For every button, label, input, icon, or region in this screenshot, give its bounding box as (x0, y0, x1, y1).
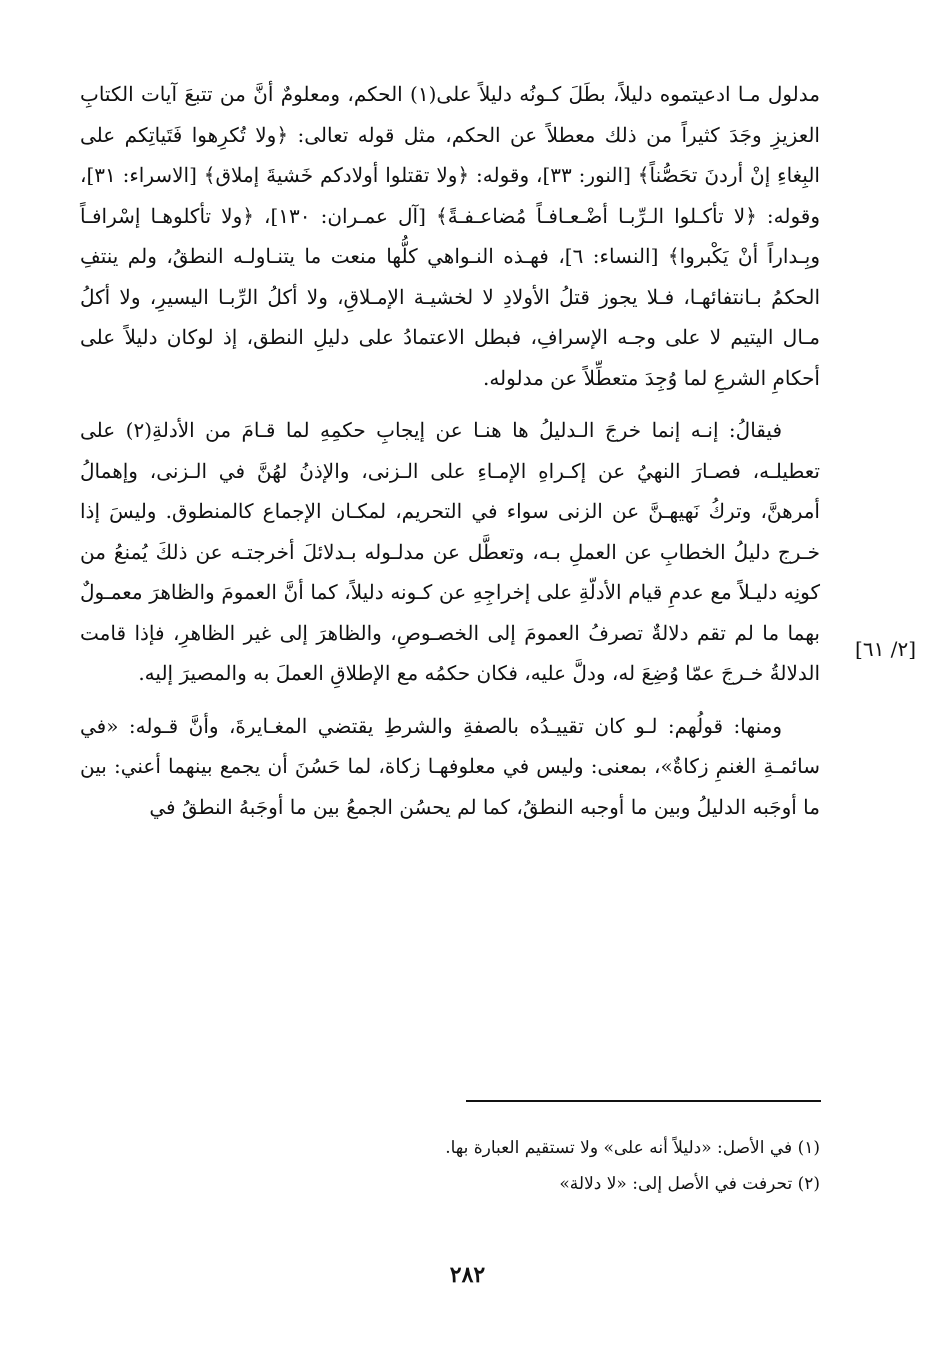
main-text (80, 74, 820, 827)
paragraph-2: فيقالُ: إنـه إنما خرجَ الـدليلُ ها هنـا عن إيجابِ حكمِهِ لما قـامَ من الأدلةِ(٢) على تعطيلـه، فصـارَ النهيُ عن إكـراهِ الإمـاءِ على الـزنى، والإذنُ لهُنَّ في الـزنى، وإهمالُ أمرهنَّ، وتركُ نَهيهـنَّ عن الزنى سواء في التحريم، لمكـان الإجماع كالمنطوق. وليسَ إذا خـرج دليلُ الخطابِ عن العملِ بـه، وتعطَّل عن مدلـوله بـدلائلَ أخرجتـه عن ذلكَ يُمنعُ من كونِه دليـلاً مع عدمِ قيام الأدلّةِ على إخراجِهِ عن كـونه دليلاً، كما أنَّ العمومَ والظاهرَ معمـولٌ بهما ما لم تقم دلالةٌ تصرفُ العمومَ إلى الخصـوصِ، والظاهرَ إلى غير الظاهرِ، فإذا قامت الدلالةُ خـرجَ عمّا وُضِعَ له، ودلَّ عليه، فكان حكمُه مع الإطلاقِ العملَ به والمصيرَ إليه. (80, 418, 820, 685)
paragraph-1: مدلول مـا ادعيتموه دليلاً، بطَلَ كـونُه دليلاً على(١) الحكم، ومعلومٌ أنَّ من تتبعَ آيات الكتابِ العزيزِ وجَدَ كثيراً من ذلك معطلاً عن الحكم، مثل قوله تعالى: ﴿ولا تُكرِهوا فَتَياتِكم على البِغاءِ إنْ أردنَ تحَصُّناً﴾ [النور: ٣٣]، وقوله: ﴿ولا تقتلوا أولادكم خَشيةَ إملاق﴾ [الاسراء: ٣١]، وقوله: ﴿لا تأكـلوا الـرِّبـا أضْـعـافـاً مُضاعـفـةً﴾ [آل عمـران: ١٣٠]، ﴿ولا تأكلوهـا إسْرافـاً وبِـداراً أنْ يَكْبروا﴾ [النساء: ٦]، فهـذه النـواهي كلُّها منعت ما يتنـاولـه النطقُ، ولم ينتفِ الحكمُ بـانتفائهـا، فـلا يجوز قتلُ الأولادِ لا لخشيـة الإمـلاقِ، ولا أكلُ الرِّبـا اليسيرِ، ولا أكلُ مـال اليتيم لا على وجـه الإسرافِ، فبطل الاعتمادُ على دليلِ النطق، إذ لوكان دليلاً على أحكامِ الشرعِ لما وُجِدَ متعطِّلاً عن مدلوله. (80, 82, 821, 390)
footnote-1: (١) في الأصل: «دليلاً أنه على» ولا تستقيم العبارة بها. (445, 1138, 820, 1158)
footnotes (300, 1130, 820, 1202)
paragraph-3: ومنها: قولُهم: لـو كان تقييـدُه بالصفةِ والشرطِ يقتضي المغـايرةَ، وأنَّ قـوله: «في سائمـةِ الغنمِ زكاةٌ»، بمعنى: وليس في معلوفهـا زكاة، لما حَسُنَ أن يجمع بينهما أعني: بين ما أوجَبه الدليلُ وبين ما أوجبه النطقُ، كما لم يحسُن الجمعُ بين ما أوجَبهُ النطقُ في (80, 713, 820, 819)
footnote-2: (٢) تحرفت في الأصل إلى: «لا دلالة» (559, 1174, 820, 1194)
page-number: ٢٨٢ (449, 1262, 486, 1288)
margin-page-reference: [٢/ ٦١] (855, 637, 916, 661)
footnote-divider (466, 1100, 821, 1102)
